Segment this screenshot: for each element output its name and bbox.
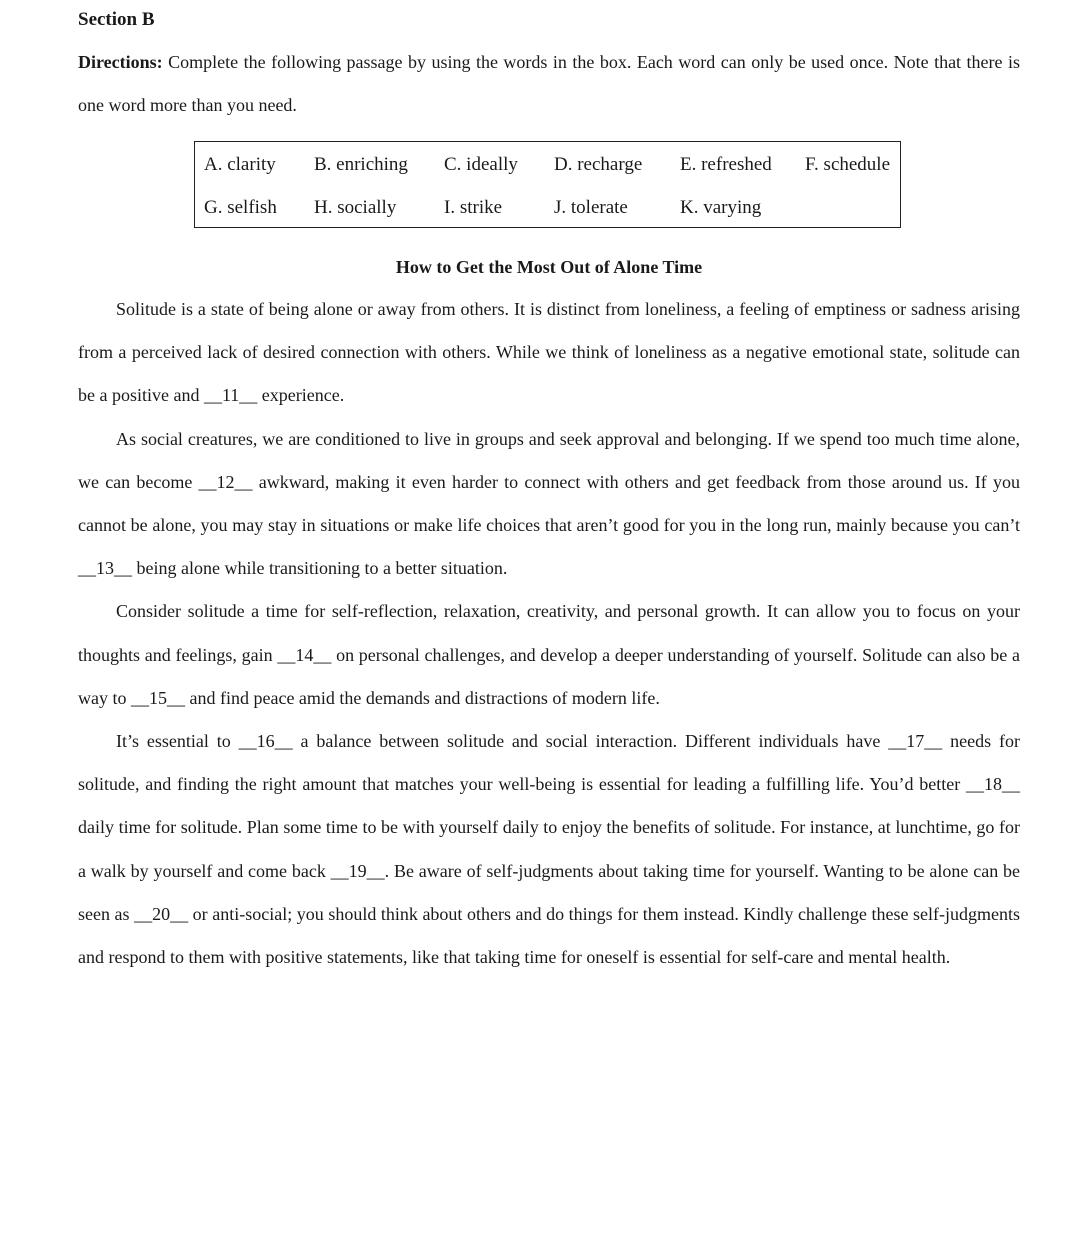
word-box xyxy=(194,141,901,228)
word-option: I. strike xyxy=(444,197,503,218)
passage-paragraph: Consider solitude a time for self-reflection, relaxation, creativity, and personal growth. It can allow you to focus on your thoughts and feelings, gain __14__ on personal challenges, and develop a deeper understanding of yourself. Solitude can also be a way to __15__ and find peace amid the demands and distractions of modern life. xyxy=(78,601,1020,708)
word-option: A. clarity xyxy=(204,154,276,175)
directions-label: Directions: xyxy=(78,52,163,72)
directions-text: Complete the following passage by using the words in the box. Each word can only be used once. Note that there is one word more than you need. xyxy=(78,52,1020,115)
passage-body xyxy=(78,288,1020,979)
passage-paragraph: Solitude is a state of being alone or away from others. It is distinct from loneliness, a feeling of emptiness or sadness arising from a perceived lack of desired connection with others. While we think of loneliness as a negative emotional state, solitude can be a positive and __11__ experience. xyxy=(78,299,1020,406)
word-box-row-2 xyxy=(195,196,900,220)
directions xyxy=(78,41,1020,127)
section-title: Section B xyxy=(78,9,155,30)
word-option: J. tolerate xyxy=(554,197,628,218)
word-option: G. selfish xyxy=(204,197,277,218)
word-option: F. schedule xyxy=(805,154,891,175)
passage-title: How to Get the Most Out of Alone Time xyxy=(395,257,703,277)
word-box-row-1 xyxy=(195,153,900,177)
word-option: C. ideally xyxy=(444,154,518,175)
passage-paragraph: As social creatures, we are conditioned to live in groups and seek approval and belonging. If we spend too much time alone, we can become __12__ awkward, making it even harder to connect with others and get feedback from those around us. If you cannot be alone, you may stay in situations or make life choices that aren’t good for you in the long run, mainly because you can’t __13__ being alone while transitioning to a better situation. xyxy=(78,428,1020,579)
passage-paragraph: It’s essential to __16__ a balance between solitude and social interaction. Different individuals have __17__ needs for solitude, and finding the right amount that matches your well-being is essential for leading a fulfilling life. You’d better __18__ daily time for solitude. Plan some time to be with yourself daily to enjoy the benefits of solitude. For instance, at lunchtime, go for a walk by yourself and come back __19__. Be aware of self-judgments about taking time for yourself. Wanting to be alone can be seen as __20__ or anti-social; you should think about others and do things for them instead. Kindly challenge these self-judgments and respond to them with positive statements, like that taking time for oneself is essential for self-care and mental health. xyxy=(78,731,1020,968)
word-option: K. varying xyxy=(680,197,762,218)
word-option: E. refreshed xyxy=(680,154,772,175)
word-option: H. socially xyxy=(314,197,397,218)
word-option: B. enriching xyxy=(314,154,408,175)
word-option: D. recharge xyxy=(554,154,643,175)
